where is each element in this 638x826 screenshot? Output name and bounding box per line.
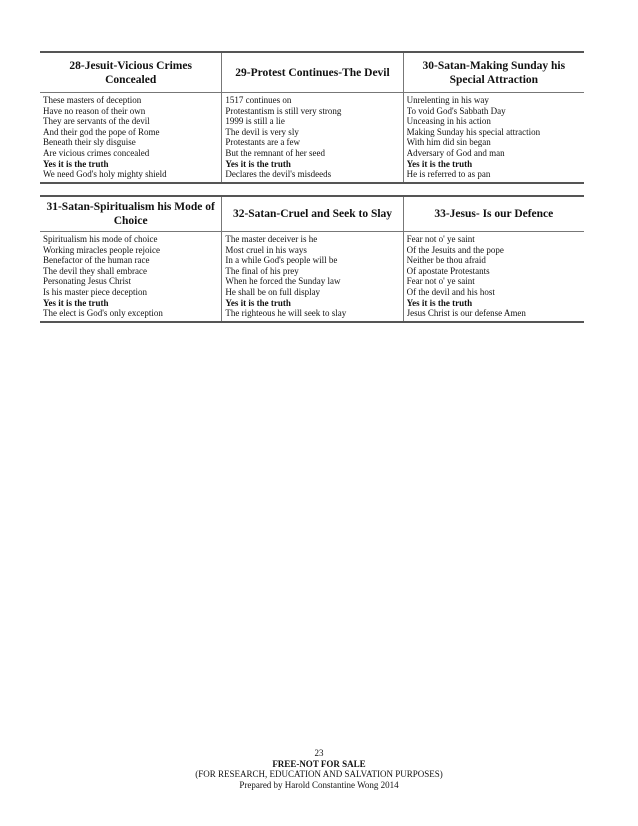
poem-table-header-row bbox=[40, 197, 584, 232]
poem-line: The elect is God's only exception bbox=[43, 308, 163, 319]
page-footer bbox=[0, 748, 638, 790]
poem-line: Neither be thou afraid bbox=[406, 255, 486, 266]
poem-line: With him did sin began bbox=[406, 137, 491, 148]
poem-heading-30: 30-Satan-Making Sunday his Special Attraction bbox=[403, 53, 584, 92]
poem-line: 1517 continues on bbox=[225, 95, 292, 105]
poem-line: Jesus Christ is our defense Amen bbox=[406, 308, 526, 319]
poem-heading-31: 31-Satan-Spiritualism his Mode of Choice bbox=[46, 201, 215, 227]
poem-table-header-row bbox=[40, 53, 584, 93]
poem-line: Personating Jesus Christ bbox=[43, 276, 132, 287]
poem-heading-28: 28-Jesuit-Vicious Crimes Concealed bbox=[69, 59, 192, 86]
poem-line: He shall be on full display bbox=[225, 286, 321, 297]
poem-line: Is his master piece deception bbox=[43, 286, 147, 297]
poem-line: They are servants of the devil bbox=[43, 116, 150, 127]
poem-line: Fear not o' ye saint bbox=[406, 276, 475, 287]
page-number: 23 bbox=[314, 748, 324, 758]
poem-heading-33: 33-Jesus- Is our Defence bbox=[403, 197, 584, 231]
refrain-line: Yes it is the truth bbox=[43, 297, 109, 308]
poem-line: To void God's Sabbath Day bbox=[406, 105, 506, 116]
poem-heading-32: 32-Satan-Cruel and Seek to Slay bbox=[221, 197, 402, 231]
poem-body-28 bbox=[40, 93, 221, 182]
poem-line: Unrelenting in his way bbox=[406, 95, 489, 105]
poem-line: We need God's holy mighty shield bbox=[43, 169, 167, 180]
poem-line: Benefactor of the human race bbox=[43, 255, 150, 266]
poem-line: Spiritualism his mode of choice bbox=[43, 234, 158, 244]
poem-heading-29: 29-Protest Continues-The Devil bbox=[221, 53, 402, 92]
poem-line: Unceasing in his action bbox=[406, 116, 491, 127]
poem-line: Protestants are a few bbox=[225, 137, 301, 148]
free-notice: FREE-NOT FOR SALE bbox=[272, 758, 366, 769]
poem-line: He is referred to as pan bbox=[406, 169, 491, 180]
poem-line: But the remnant of her seed bbox=[225, 147, 326, 158]
poem-line: When he forced the Sunday law bbox=[225, 276, 341, 287]
poem-body-31 bbox=[40, 232, 221, 321]
refrain-line: Yes it is the truth bbox=[225, 158, 291, 169]
poem-line: Have no reason of their own bbox=[43, 105, 146, 116]
refrain-line: Yes it is the truth bbox=[225, 297, 291, 308]
author-credit: Prepared by Harold Constantine Wong 2014 bbox=[239, 779, 399, 790]
poem-body-32 bbox=[221, 232, 402, 321]
poem-body-30 bbox=[403, 93, 584, 182]
poem-line: Protestantism is still very strong bbox=[225, 105, 342, 116]
poem-line: Working miracles people rejoice bbox=[43, 244, 160, 255]
poem-body-29 bbox=[221, 93, 402, 182]
poem-line: The righteous he will seek to slay bbox=[225, 308, 347, 319]
poem-line: Of the Jesuits and the pope bbox=[406, 244, 504, 255]
poem-line: Adversary of God and man bbox=[406, 147, 505, 158]
poem-line: Fear not o' ye saint bbox=[406, 234, 475, 244]
poem-line: And their god the pope of Rome bbox=[43, 126, 160, 137]
refrain-line: Yes it is the truth bbox=[406, 297, 473, 308]
poem-line: Are vicious crimes concealed bbox=[43, 147, 150, 158]
poem-line: In a while God's people will be bbox=[225, 255, 338, 266]
poem-line: The master deceiver is he bbox=[225, 234, 318, 244]
poem-line: The final of his prey bbox=[225, 265, 299, 276]
purpose-note: (FOR RESEARCH, EDUCATION AND SALVATION PURPOSES) bbox=[195, 769, 443, 779]
poem-line: Making Sunday his special attraction bbox=[406, 126, 541, 137]
poem-line: The devil is very sly bbox=[225, 126, 299, 137]
refrain-line: Yes it is the truth bbox=[406, 158, 473, 169]
poem-line: Declares the devil's misdeeds bbox=[225, 169, 332, 180]
poem-line: Of apostate Protestants bbox=[406, 265, 490, 276]
poem-table-2 bbox=[40, 195, 584, 323]
poem-body-33 bbox=[403, 232, 584, 321]
poem-table-body-row bbox=[40, 232, 584, 321]
poem-table-body-row bbox=[40, 93, 584, 182]
poem-line: These masters of deception bbox=[43, 95, 142, 105]
refrain-line: Yes it is the truth bbox=[43, 158, 109, 169]
poem-line: Most cruel in his ways bbox=[225, 244, 307, 255]
poem-line: 1999 is still a lie bbox=[225, 116, 285, 127]
poem-table-1 bbox=[40, 51, 584, 184]
poem-line: Beneath their sly disguise bbox=[43, 137, 136, 148]
poem-line: The devil they shall embrace bbox=[43, 265, 147, 276]
poem-line: Of the devil and his host bbox=[406, 286, 495, 297]
